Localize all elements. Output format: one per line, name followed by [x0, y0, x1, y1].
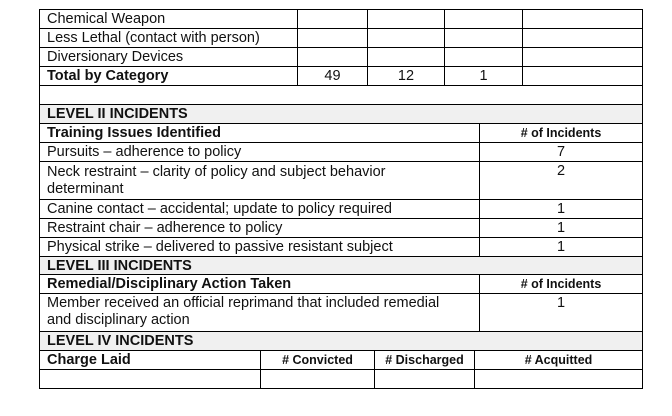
value-cell — [367, 29, 444, 47]
action-label: Member received an official reprimand that included remedial and disciplinary action — [47, 295, 440, 328]
section-title: LEVEL II INCIDENTS — [47, 106, 188, 122]
spacer-row — [39, 85, 643, 104]
convicted-cell — [260, 370, 374, 388]
total-value: 1 — [444, 67, 522, 85]
table-row — [39, 142, 643, 161]
table-row — [39, 293, 643, 331]
issue-label: Restraint chair – adherence to policy — [47, 220, 283, 236]
incident-count: 1 — [479, 219, 642, 237]
incident-count: 7 — [479, 143, 642, 161]
value-cell — [367, 48, 444, 66]
column-header: # Acquitted — [474, 351, 642, 369]
value-cell — [297, 10, 367, 28]
value-cell — [444, 48, 522, 66]
table-row — [39, 369, 643, 389]
issue-label: Canine contact – accidental; update to policy required — [47, 201, 392, 217]
table-row — [39, 218, 643, 237]
table-row — [39, 161, 643, 199]
total-value — [522, 67, 642, 85]
incident-count: 1 — [479, 200, 642, 218]
value-cell — [444, 29, 522, 47]
table-row — [39, 47, 643, 66]
total-label: Total by Category — [47, 68, 169, 84]
section-header-level-2 — [39, 104, 643, 123]
column-header-row — [39, 123, 643, 142]
acquitted-cell — [474, 370, 642, 388]
section-title: LEVEL IV INCIDENTS — [47, 333, 194, 349]
use-of-force-table — [39, 9, 643, 389]
total-value: 12 — [367, 67, 444, 85]
section-header-level-4 — [39, 331, 643, 350]
issue-label: Physical strike – delivered to passive resistant subject — [47, 239, 393, 255]
table-row — [39, 9, 643, 28]
incident-count: 2 — [479, 162, 642, 199]
value-cell — [297, 29, 367, 47]
issue-label: Neck restraint – clarity of policy and subject behavior determinant — [47, 164, 386, 197]
value-cell — [522, 29, 642, 47]
incident-count: 1 — [479, 238, 642, 256]
category-label: Less Lethal (contact with person) — [47, 30, 260, 46]
value-cell — [367, 10, 444, 28]
value-cell — [444, 10, 522, 28]
column-header: Training Issues Identified — [47, 125, 222, 141]
total-value: 49 — [297, 67, 367, 85]
discharged-cell — [374, 370, 474, 388]
value-cell — [522, 10, 642, 28]
section-header-level-3 — [39, 256, 643, 274]
column-header: # of Incidents — [479, 124, 642, 142]
column-header-row — [39, 350, 643, 369]
category-label: Chemical Weapon — [47, 11, 166, 27]
column-header: # of Incidents — [479, 275, 642, 293]
value-cell — [297, 48, 367, 66]
table-row — [39, 237, 643, 256]
column-header: Remedial/Disciplinary Action Taken — [47, 276, 292, 292]
charge-cell — [40, 370, 260, 388]
category-label: Diversionary Devices — [47, 49, 184, 65]
column-header: # Discharged — [374, 351, 474, 369]
column-header-row — [39, 274, 643, 293]
total-row — [39, 66, 643, 85]
value-cell — [522, 48, 642, 66]
incident-count: 1 — [479, 294, 642, 331]
issue-label: Pursuits – adherence to policy — [47, 144, 242, 160]
table-row — [39, 199, 643, 218]
column-header: Charge Laid — [47, 352, 131, 368]
column-header: # Convicted — [260, 351, 374, 369]
section-title: LEVEL III INCIDENTS — [47, 258, 192, 274]
table-row — [39, 28, 643, 47]
